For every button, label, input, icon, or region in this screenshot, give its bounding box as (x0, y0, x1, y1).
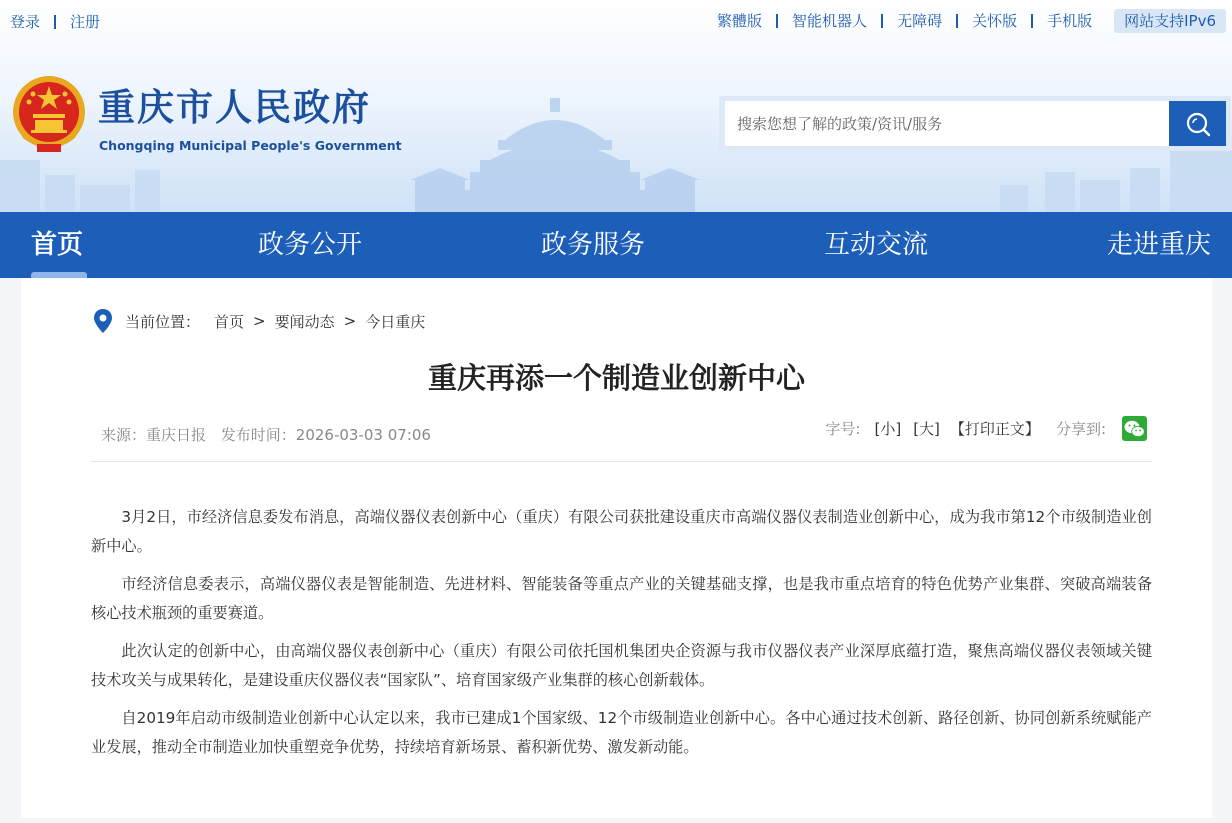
main-nav (0, 212, 1232, 278)
article-paragraph: 3月2日，市经济信息委发布消息，高端仪器仪表创新中心（重庆）有限公司获批建设重庆市高端仪器仪表制造业创新中心，成为我市第12个市级制造业创新中心。 (91, 508, 1152, 555)
font-size-label: 字号: (825, 420, 861, 438)
breadcrumb-today-chongqing[interactable]: 今日重庆 (365, 312, 426, 331)
register-link[interactable]: 注册 (70, 13, 101, 31)
breadcrumb-news[interactable]: 要闻动态 (274, 312, 335, 331)
article-body (91, 503, 1152, 771)
search-button[interactable] (1169, 101, 1226, 146)
article-paragraph: 市经济信息委表示，高端仪器仪表是智能制造、先进材料、智能装备等重点产业的关键基础支撑，也是我市重点培育的特色优势产业集群、突破高端装备核心技术瓶颈的重要赛道。 (91, 575, 1152, 622)
nav-item-home[interactable]: 首页 (31, 230, 84, 260)
national-emblem-icon (11, 74, 87, 156)
nav-item-government-services[interactable]: 政务服务 (541, 230, 646, 260)
nav-item-interaction[interactable]: 互动交流 (824, 230, 929, 260)
article-paragraph: 此次认定的创新中心，由高端仪器仪表创新中心（重庆）有限公司依托国机集团央企资源与我市仪器仪表产业深厚底蕴打造，聚焦高端仪器仪表领域关键技术攻关与成果转化，是建设重庆仪器仪表“国家队”、培育国家级产业集群的核心创新载体。 (91, 642, 1152, 689)
share-label: 分享到: (1055, 420, 1106, 438)
site-header (0, 0, 1232, 212)
ipv6-badge: 网站支持IPv6 (1114, 9, 1226, 33)
breadcrumb-label: 当前位置： (125, 312, 201, 331)
divider (776, 14, 778, 28)
wechat-share-button[interactable] (1122, 416, 1147, 441)
site-title-english: Chongqing Municipal People's Government (99, 138, 402, 153)
search-icon (1185, 111, 1211, 137)
article-meta (101, 424, 441, 445)
nav-item-about-chongqing[interactable]: 走进重庆 (1107, 230, 1212, 260)
wechat-icon (1124, 420, 1145, 438)
breadcrumb (93, 309, 425, 333)
smart-robot-link[interactable]: 智能机器人 (792, 12, 868, 30)
article-tools (825, 416, 1147, 441)
article-container (21, 278, 1212, 818)
divider (1031, 14, 1033, 28)
top-utility-bar (0, 0, 1232, 44)
article-paragraph: 自2019年启动市级制造业创新中心认定以来，我市已建成1个国家级、12个市级制造业创新中心。各中心通过技术创新、路径创新、协同创新系统赋能产业发展，推动全市制造业加快重塑竞争优势，持续培育新场景、蓄积新优势、激发新动能。 (91, 709, 1152, 756)
nav-item-government-affairs[interactable]: 政务公开 (258, 230, 363, 260)
elderly-care-link[interactable]: 关怀版 (972, 12, 1018, 30)
site-title: 重庆市人民政府 (98, 86, 371, 129)
article-title: 重庆再添一个制造业创新中心 (427, 361, 805, 395)
divider (881, 14, 883, 28)
article-publish-time: 发布时间：2026-03-03 07:06 (220, 426, 431, 444)
mobile-version-link[interactable]: 手机版 (1047, 12, 1093, 30)
font-large-button[interactable]: [大] (913, 420, 940, 438)
traditional-chinese-link[interactable]: 繁體版 (717, 12, 763, 30)
login-link[interactable]: 登录 (10, 13, 41, 31)
divider (54, 15, 56, 29)
breadcrumb-separator: > (253, 312, 266, 330)
article-source: 来源：重庆日报 (101, 426, 207, 444)
breadcrumb-home[interactable]: 首页 (214, 312, 245, 331)
divider (956, 14, 958, 28)
location-pin-icon (93, 309, 113, 333)
accessibility-link[interactable]: 无障碍 (897, 12, 943, 30)
print-button[interactable]: 【打印正文】 (949, 420, 1040, 438)
account-links (10, 12, 100, 32)
search-input[interactable] (725, 101, 1169, 146)
meta-divider (91, 461, 1152, 462)
font-small-button[interactable]: [小] (874, 420, 902, 438)
search-bar (719, 96, 1231, 151)
breadcrumb-separator: > (343, 312, 357, 330)
utility-links (717, 9, 1226, 33)
